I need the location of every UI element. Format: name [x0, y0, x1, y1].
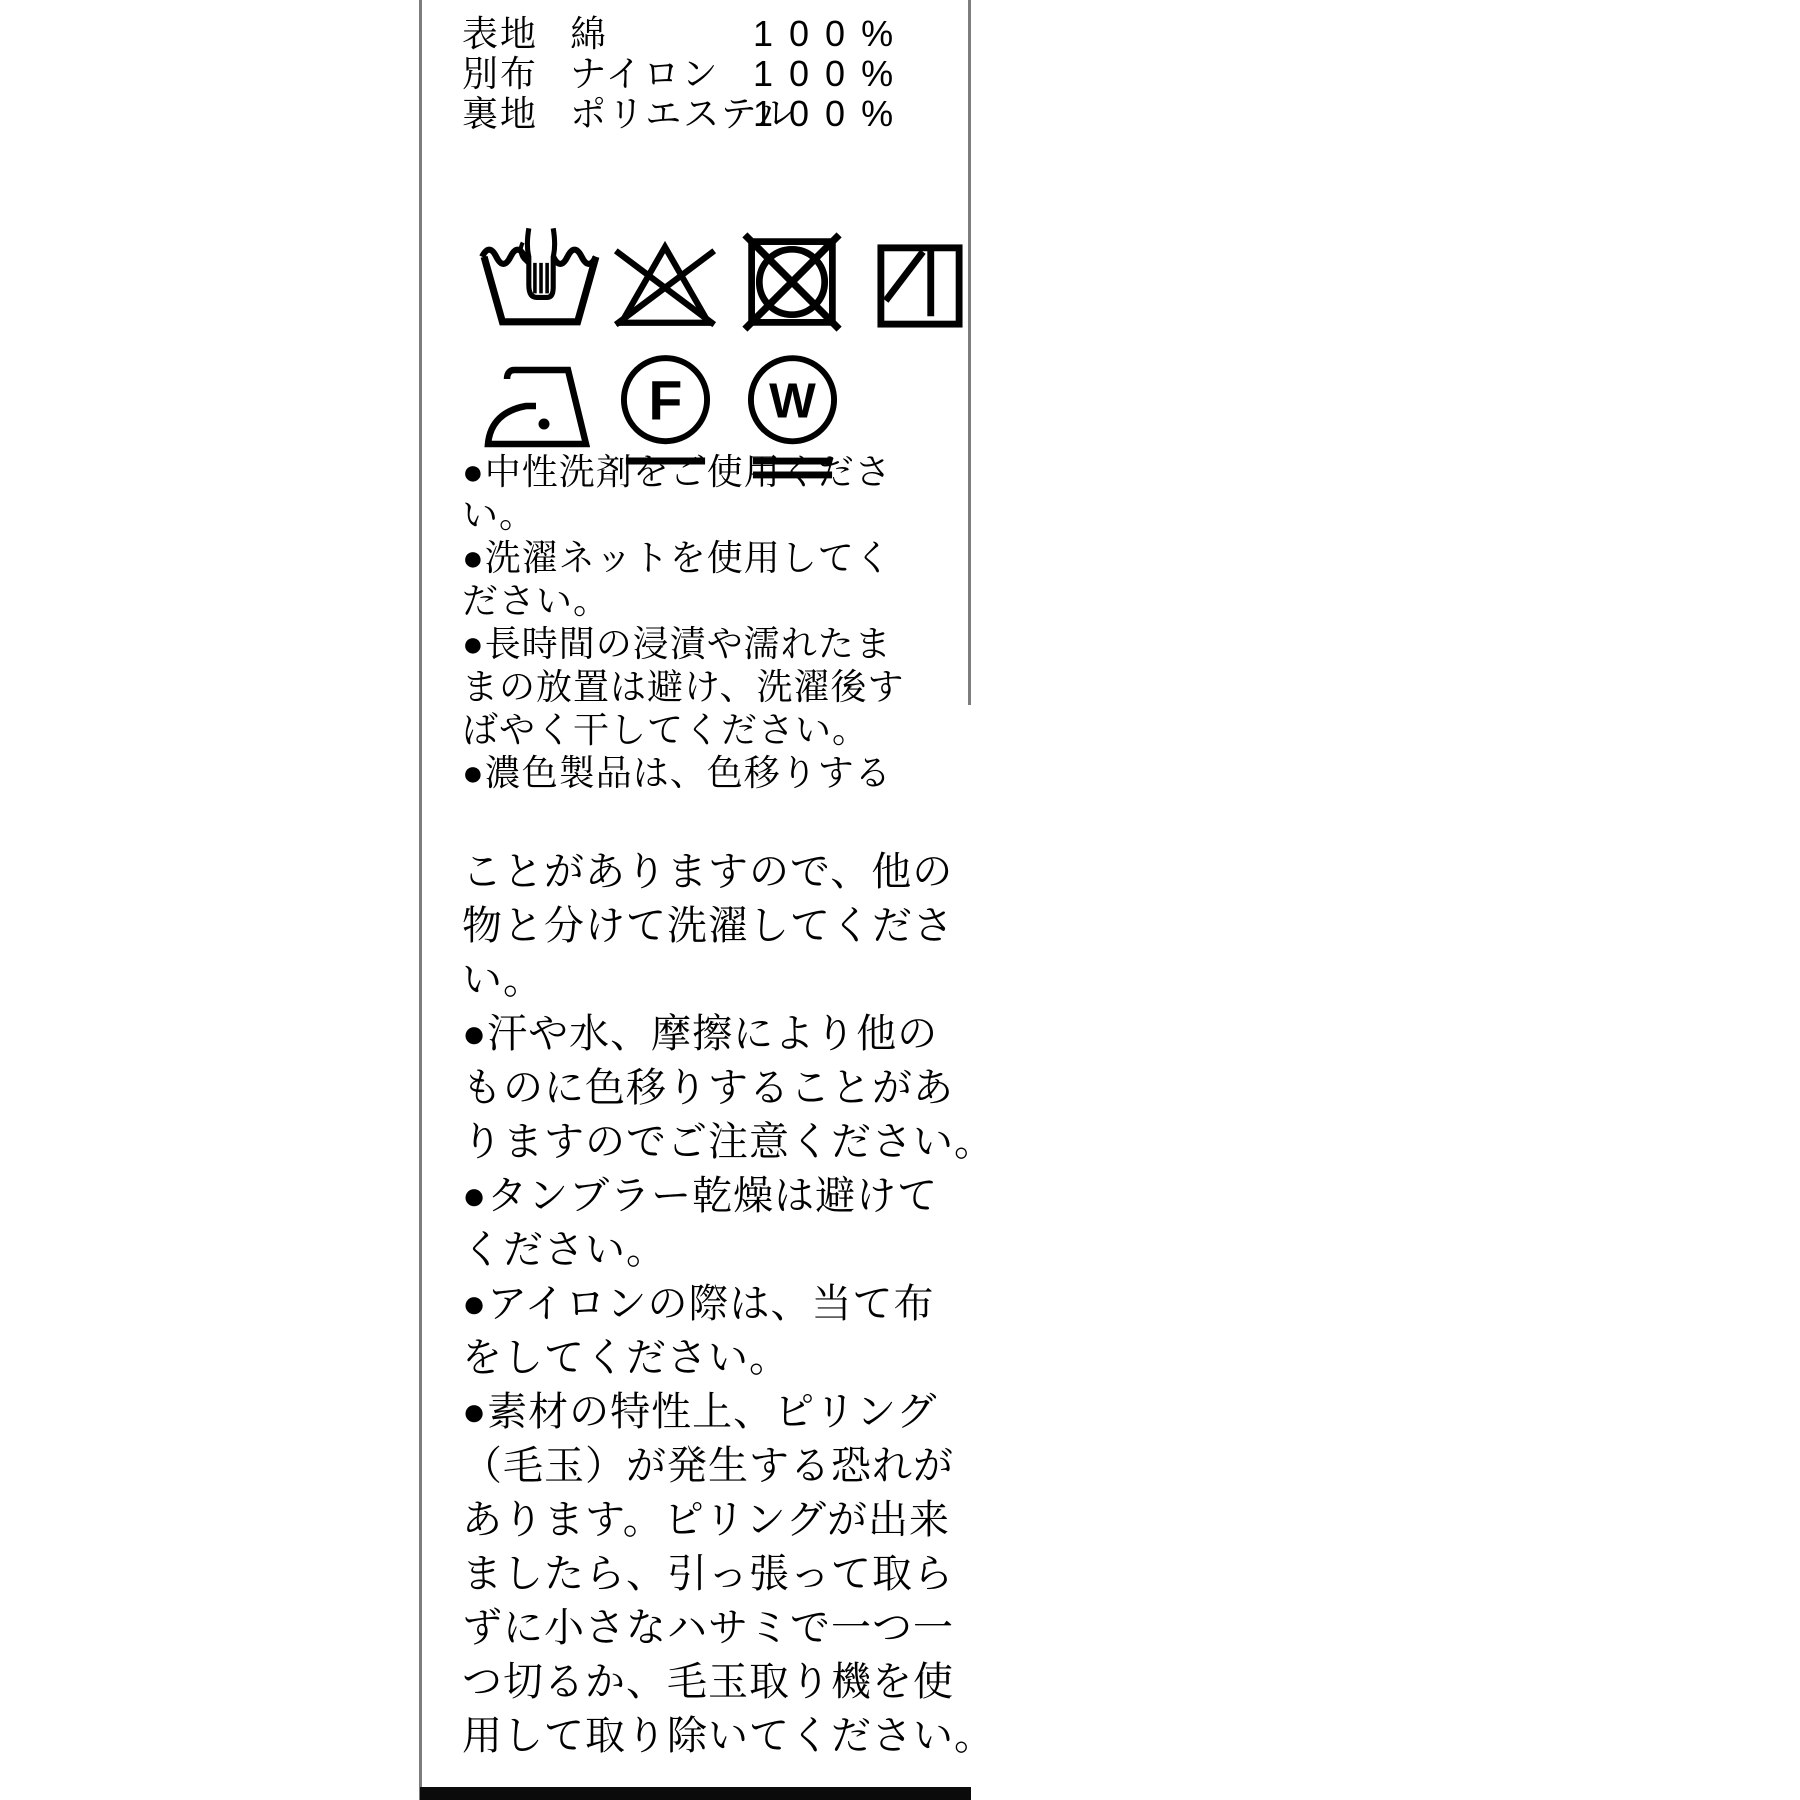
instruction-line: ●素材の特性上、ピリング: [462, 1390, 938, 1434]
instruction-line: ください。: [462, 1228, 667, 1272]
iron-low-heat-icon: [480, 360, 604, 452]
instruction-line: い。: [462, 958, 544, 1002]
instruction-line: ●汗や水、摩擦により他の: [462, 1012, 939, 1056]
instruction-line: （毛玉）が発生する恐れが: [462, 1444, 954, 1488]
material-name: ナイロン: [570, 53, 720, 94]
instruction-line: ださい。: [462, 580, 611, 621]
fabric-composition: [462, 14, 909, 134]
instruction-line: 用して取り除いてください。: [462, 1714, 995, 1758]
next-label-top-edge: [420, 1787, 971, 1800]
part-name: 裏地: [462, 93, 539, 134]
composition-row: [462, 94, 909, 134]
label-right-border: [968, 0, 971, 705]
instruction-line: ●濃色製品は、色移りする: [462, 752, 892, 793]
instruction-line: つ切るか、毛玉取り機を使: [462, 1660, 954, 1704]
instruction-line: ましたら、引っ張って取ら: [462, 1552, 954, 1596]
composition-row: [462, 14, 909, 54]
line-dry-in-shade-icon: [876, 240, 964, 330]
instruction-line: ●洗濯ネットを使用してく: [462, 537, 892, 578]
part-name: 別布: [462, 53, 539, 94]
instruction-line: ずに小さなハサミで一つ一: [462, 1606, 954, 1650]
instruction-line: ●タンブラー乾燥は避けて: [462, 1174, 939, 1218]
instruction-line: ものに色移りすることがあ: [462, 1066, 954, 1110]
care-instructions-block-2: [462, 845, 995, 1763]
material-name: ポリエステル: [570, 93, 795, 134]
instruction-line: ばやく干してください。: [462, 709, 870, 750]
hand-wash-icon: [478, 212, 602, 329]
percentage: 100%: [753, 93, 910, 134]
instruction-line: をしてください。: [462, 1336, 790, 1380]
letter-w: W: [769, 373, 816, 429]
label-left-border: [419, 0, 422, 1800]
instruction-line: りますのでご注意ください。: [462, 1120, 995, 1164]
percentage: 100%: [753, 13, 910, 54]
percentage: 100%: [753, 53, 910, 94]
instruction-line: ●長時間の浸漬や濡れたま: [462, 623, 892, 664]
composition-row: [462, 54, 909, 94]
do-not-tumble-dry-icon: [740, 232, 844, 332]
do-not-bleach-icon: [612, 236, 718, 330]
material-name: 綿: [570, 13, 609, 54]
instruction-line: い。: [462, 494, 537, 535]
part-name: 表地: [462, 13, 539, 54]
instruction-line: ●アイロンの際は、当て布: [462, 1282, 935, 1326]
instruction-line: まの放置は避け、洗濯後す: [462, 666, 905, 707]
instruction-line: ●中性洗剤をご使用くださ: [462, 451, 892, 492]
instruction-line: あります。ピリングが出来: [462, 1498, 950, 1542]
instruction-line: 物と分けて洗濯してくださ: [462, 904, 954, 948]
letter-f: F: [648, 369, 683, 432]
care-instructions-block-1: [462, 450, 905, 794]
instruction-line: ことがありますので、他の: [462, 850, 954, 894]
